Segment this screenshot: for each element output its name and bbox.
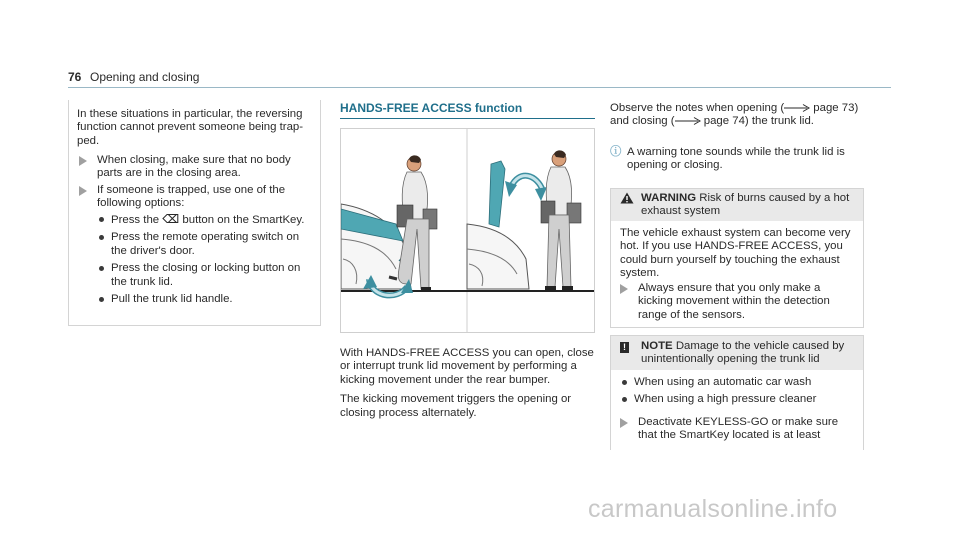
- option-text: Press the remote operating switch on the driver's door.: [111, 231, 300, 257]
- observe-text: Observe the notes when opening (: [610, 102, 785, 114]
- warning-title-text: Risk of burns caused by a hot exhaust system: [641, 192, 850, 218]
- page-number: 76: [68, 70, 82, 84]
- option-list: [99, 213, 309, 310]
- action-arrow-icon: [620, 284, 628, 294]
- list-item: [99, 231, 309, 258]
- option-text: Press the closing or locking button on the trunk lid.: [111, 262, 301, 288]
- notice-box: [610, 335, 864, 450]
- intro-text: In these situations in particular, the reversing function cannot prevent someone being trapped.: [77, 108, 304, 147]
- notice-header: [611, 336, 863, 370]
- reversing-function-box: [68, 100, 321, 326]
- person-standing: [541, 150, 581, 290]
- warning-body: The vehicle exhaust system can become very hot. If you use HANDS-FREE ACCESS, you could burn yourself by touching the exhaust system.: [620, 227, 851, 280]
- step-text: Always ensure that you only make a kicking movement within the detection range of the sensors.: [638, 282, 830, 321]
- paragraph: The kicking movement triggers the opening or closing process alternately.: [340, 393, 572, 419]
- warning-triangle-icon: [620, 192, 634, 204]
- action-arrow-icon: [79, 186, 87, 196]
- warning-box: [610, 188, 864, 328]
- action-arrow-icon: [620, 418, 628, 428]
- notice-bullet-text: When using an automatic car wash: [634, 376, 812, 388]
- warning-title: [641, 192, 856, 219]
- bullet-icon: [622, 397, 627, 402]
- info-icon: ⓘ: [610, 146, 622, 158]
- illustration-svg: [341, 129, 594, 332]
- exclamation-icon: !: [620, 342, 629, 353]
- hands-free-access-illustration: [340, 128, 595, 333]
- page-ref-link[interactable]: page 74) the trunk lid.: [700, 115, 814, 128]
- list-item: [622, 393, 857, 406]
- hands-free-description: [340, 347, 595, 426]
- bullet-icon: [99, 297, 104, 302]
- page-ref-arrow-icon: [784, 104, 810, 112]
- bullet-icon: [99, 266, 104, 271]
- notice-list: [622, 376, 857, 411]
- notice-title: [641, 340, 856, 367]
- heading-rule: [340, 118, 595, 119]
- option-text: Press the: [111, 214, 163, 226]
- rotate-arrow-icon: [505, 176, 547, 201]
- notice-title-text: Damage to the vehicle caused by unintentionally opening the trunk lid: [641, 340, 845, 366]
- list-item: [99, 293, 309, 306]
- notice-label: NOTE: [641, 340, 673, 352]
- trunk-key-icon: ⌫: [162, 212, 180, 226]
- section-title: Opening and closing: [90, 70, 200, 84]
- list-item: [622, 376, 857, 389]
- section-heading: HANDS-FREE ACCESS function: [340, 101, 523, 115]
- list-item: [99, 213, 309, 227]
- option-text: button on the SmartKey.: [179, 214, 305, 226]
- step-text: Deactivate KEYLESS-GO or make sure that the SmartKey located is at least: [638, 416, 839, 442]
- step-text: If someone is trapped, use one of the following options:: [97, 184, 286, 210]
- page-ref-link[interactable]: page 73) and closing (: [610, 102, 859, 128]
- bullet-icon: [622, 380, 627, 385]
- warning-header: [611, 189, 863, 221]
- page-ref-arrow-icon: [675, 117, 701, 125]
- option-text: Pull the trunk lid handle.: [111, 293, 233, 306]
- bullet-icon: [99, 217, 104, 222]
- header-rule: [68, 87, 891, 88]
- info-note: [610, 146, 866, 173]
- watermark: carmanualsonline.info: [588, 495, 838, 523]
- action-arrow-icon: [79, 156, 87, 166]
- paragraph: With HANDS-FREE ACCESS you can open, close or interrupt trunk lid movement by performing a kicking movement under the rear bumper.: [340, 347, 594, 386]
- notice-bullet-text: When using a high pressure cleaner: [634, 393, 817, 406]
- info-text: A warning tone sounds while the trunk lid is opening or closing.: [627, 146, 845, 172]
- warning-label: WARNING: [641, 192, 697, 204]
- step-text: When closing, make sure that no body parts are in the closing area.: [97, 154, 291, 180]
- observe-notes: [610, 102, 866, 129]
- list-item: [99, 262, 309, 289]
- bullet-icon: [99, 235, 104, 240]
